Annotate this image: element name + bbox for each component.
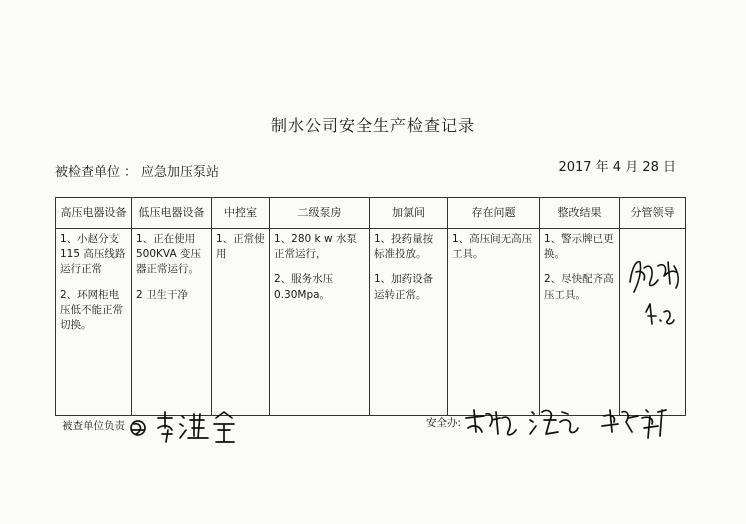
cell-issues (448, 229, 540, 416)
cell-line: 2 卫生干净 (136, 288, 189, 301)
inspection-date: 2017 年 4 月 28 日 (558, 160, 676, 175)
table-header-row (56, 198, 686, 229)
safety-office-label: 安全办: (426, 417, 462, 429)
header-leader: 分管领导 (620, 198, 686, 229)
cell-line: 1、投药量按标准投放。 (374, 233, 434, 261)
table-row (56, 229, 686, 416)
document-title: 制水公司安全生产检查记录 (270, 116, 475, 135)
inspected-unit (55, 161, 219, 180)
cell-line: 2、尽快配齐高压工具。 (544, 273, 614, 301)
leader-signature (624, 232, 684, 342)
cell-line: 1、正常使用 (216, 233, 265, 261)
cell-line: 1、警示牌已更换。 (544, 233, 614, 261)
cell-leader (620, 229, 686, 416)
header-rectification: 整改结果 (540, 198, 620, 229)
cell-line: 1、加药设备运转正常。 (374, 273, 434, 301)
inspection-table (55, 197, 686, 416)
safety-office-signatures (462, 402, 682, 446)
header-pump-room: 二级泵房 (270, 198, 370, 229)
cell-high-voltage (56, 229, 132, 416)
cell-line: 2、环网柜电压低不能正常切换。 (60, 288, 123, 332)
cell-rectification (540, 229, 620, 416)
header-control-room: 中控室 (212, 198, 270, 229)
cell-line: 1、280 k w 水泵正常运行， (274, 233, 357, 261)
cell-line: 1、高压间无高压工具。 (452, 233, 533, 261)
cell-control-room (212, 229, 270, 416)
inspected-unit-name: 应急加压泵站 (141, 165, 220, 180)
header-issues: 存在问题 (448, 198, 540, 229)
header-low-voltage: 低压电器设备 (132, 198, 212, 229)
inspected-unit-label: 被检查单位 (55, 165, 121, 180)
cell-line: 1、正在使用 500KVA 变压器正常运行。 (136, 233, 201, 276)
cell-chlorine-room (370, 229, 448, 416)
cell-line: 2、服务水压 0.30Mpa。 (274, 273, 337, 301)
header-high-voltage: 高压电器设备 (56, 198, 132, 229)
cell-low-voltage (132, 229, 212, 416)
inspected-unit-separator: ： (124, 165, 138, 180)
header-chlorine-room: 加氯间 (370, 198, 448, 229)
cell-pump-room (270, 229, 370, 416)
cell-line: 1、小赵分支 115 高压线路运行正常 (60, 233, 126, 276)
responsible-person-signature (128, 408, 248, 448)
responsible-person-label: 被查单位负责 (62, 420, 125, 432)
